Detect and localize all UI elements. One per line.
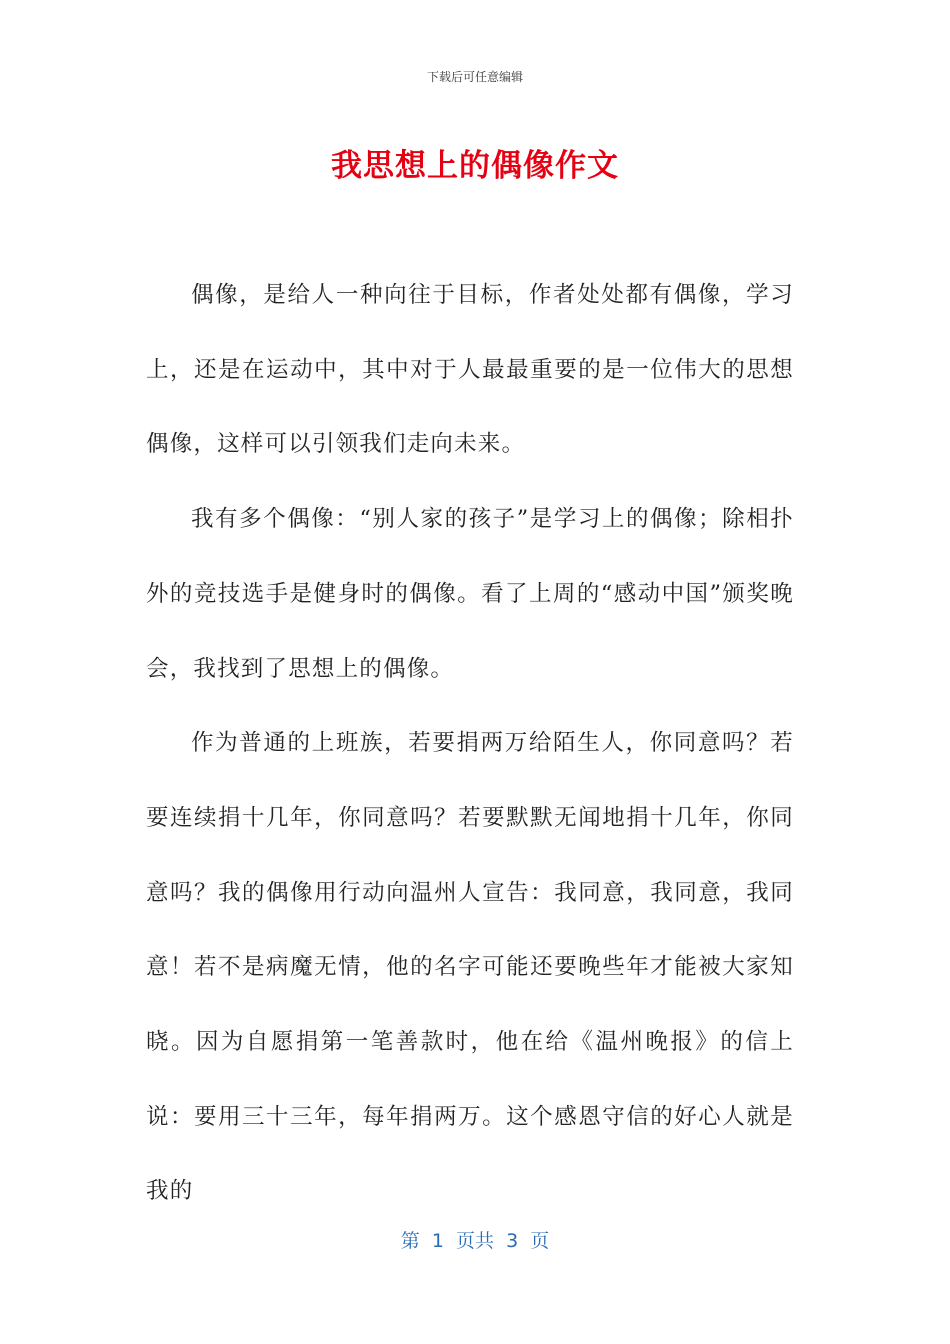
page-footer-number: 第 1 页共 3 页 — [400, 1230, 550, 1252]
document-title: 我思想上的偶像作文 — [331, 148, 619, 184]
paragraph-3: 作为普通的上班族，若要捐两万给陌生人，你同意吗？若要连续捐十几年，你同意吗？若要默默无闻地捐十几年，你同意吗？我的偶像用行动向温州人宣告：我同意，我同意，我同意！若不是病魔无情，他的名字可能还要晚些年才能被大家知晓。因为自愿捐第一笔善款时，他在给《温州晚报》的信上说：要用三十三年，每年捐两万。这个感恩守信的好心人就是我的 — [146, 730, 794, 1205]
paragraph-1: 偶像，是给人一种向往于目标，作者处处都有偶像，学习上，还是在运动中，其中对于人最最重要的是一位伟大的思想偶像，这样可以引领我们走向未来。 — [146, 282, 794, 458]
page-header-note: 下载后可任意编辑 — [426, 70, 523, 84]
document-body — [146, 258, 794, 1229]
paragraph-2: 我有多个偶像：“别人家的孩子”是学习上的偶像；除相扑外的竞技选手是健身时的偶像。看了上周的“感动中国”颁奖晚会，我找到了思想上的偶像。 — [146, 506, 794, 682]
